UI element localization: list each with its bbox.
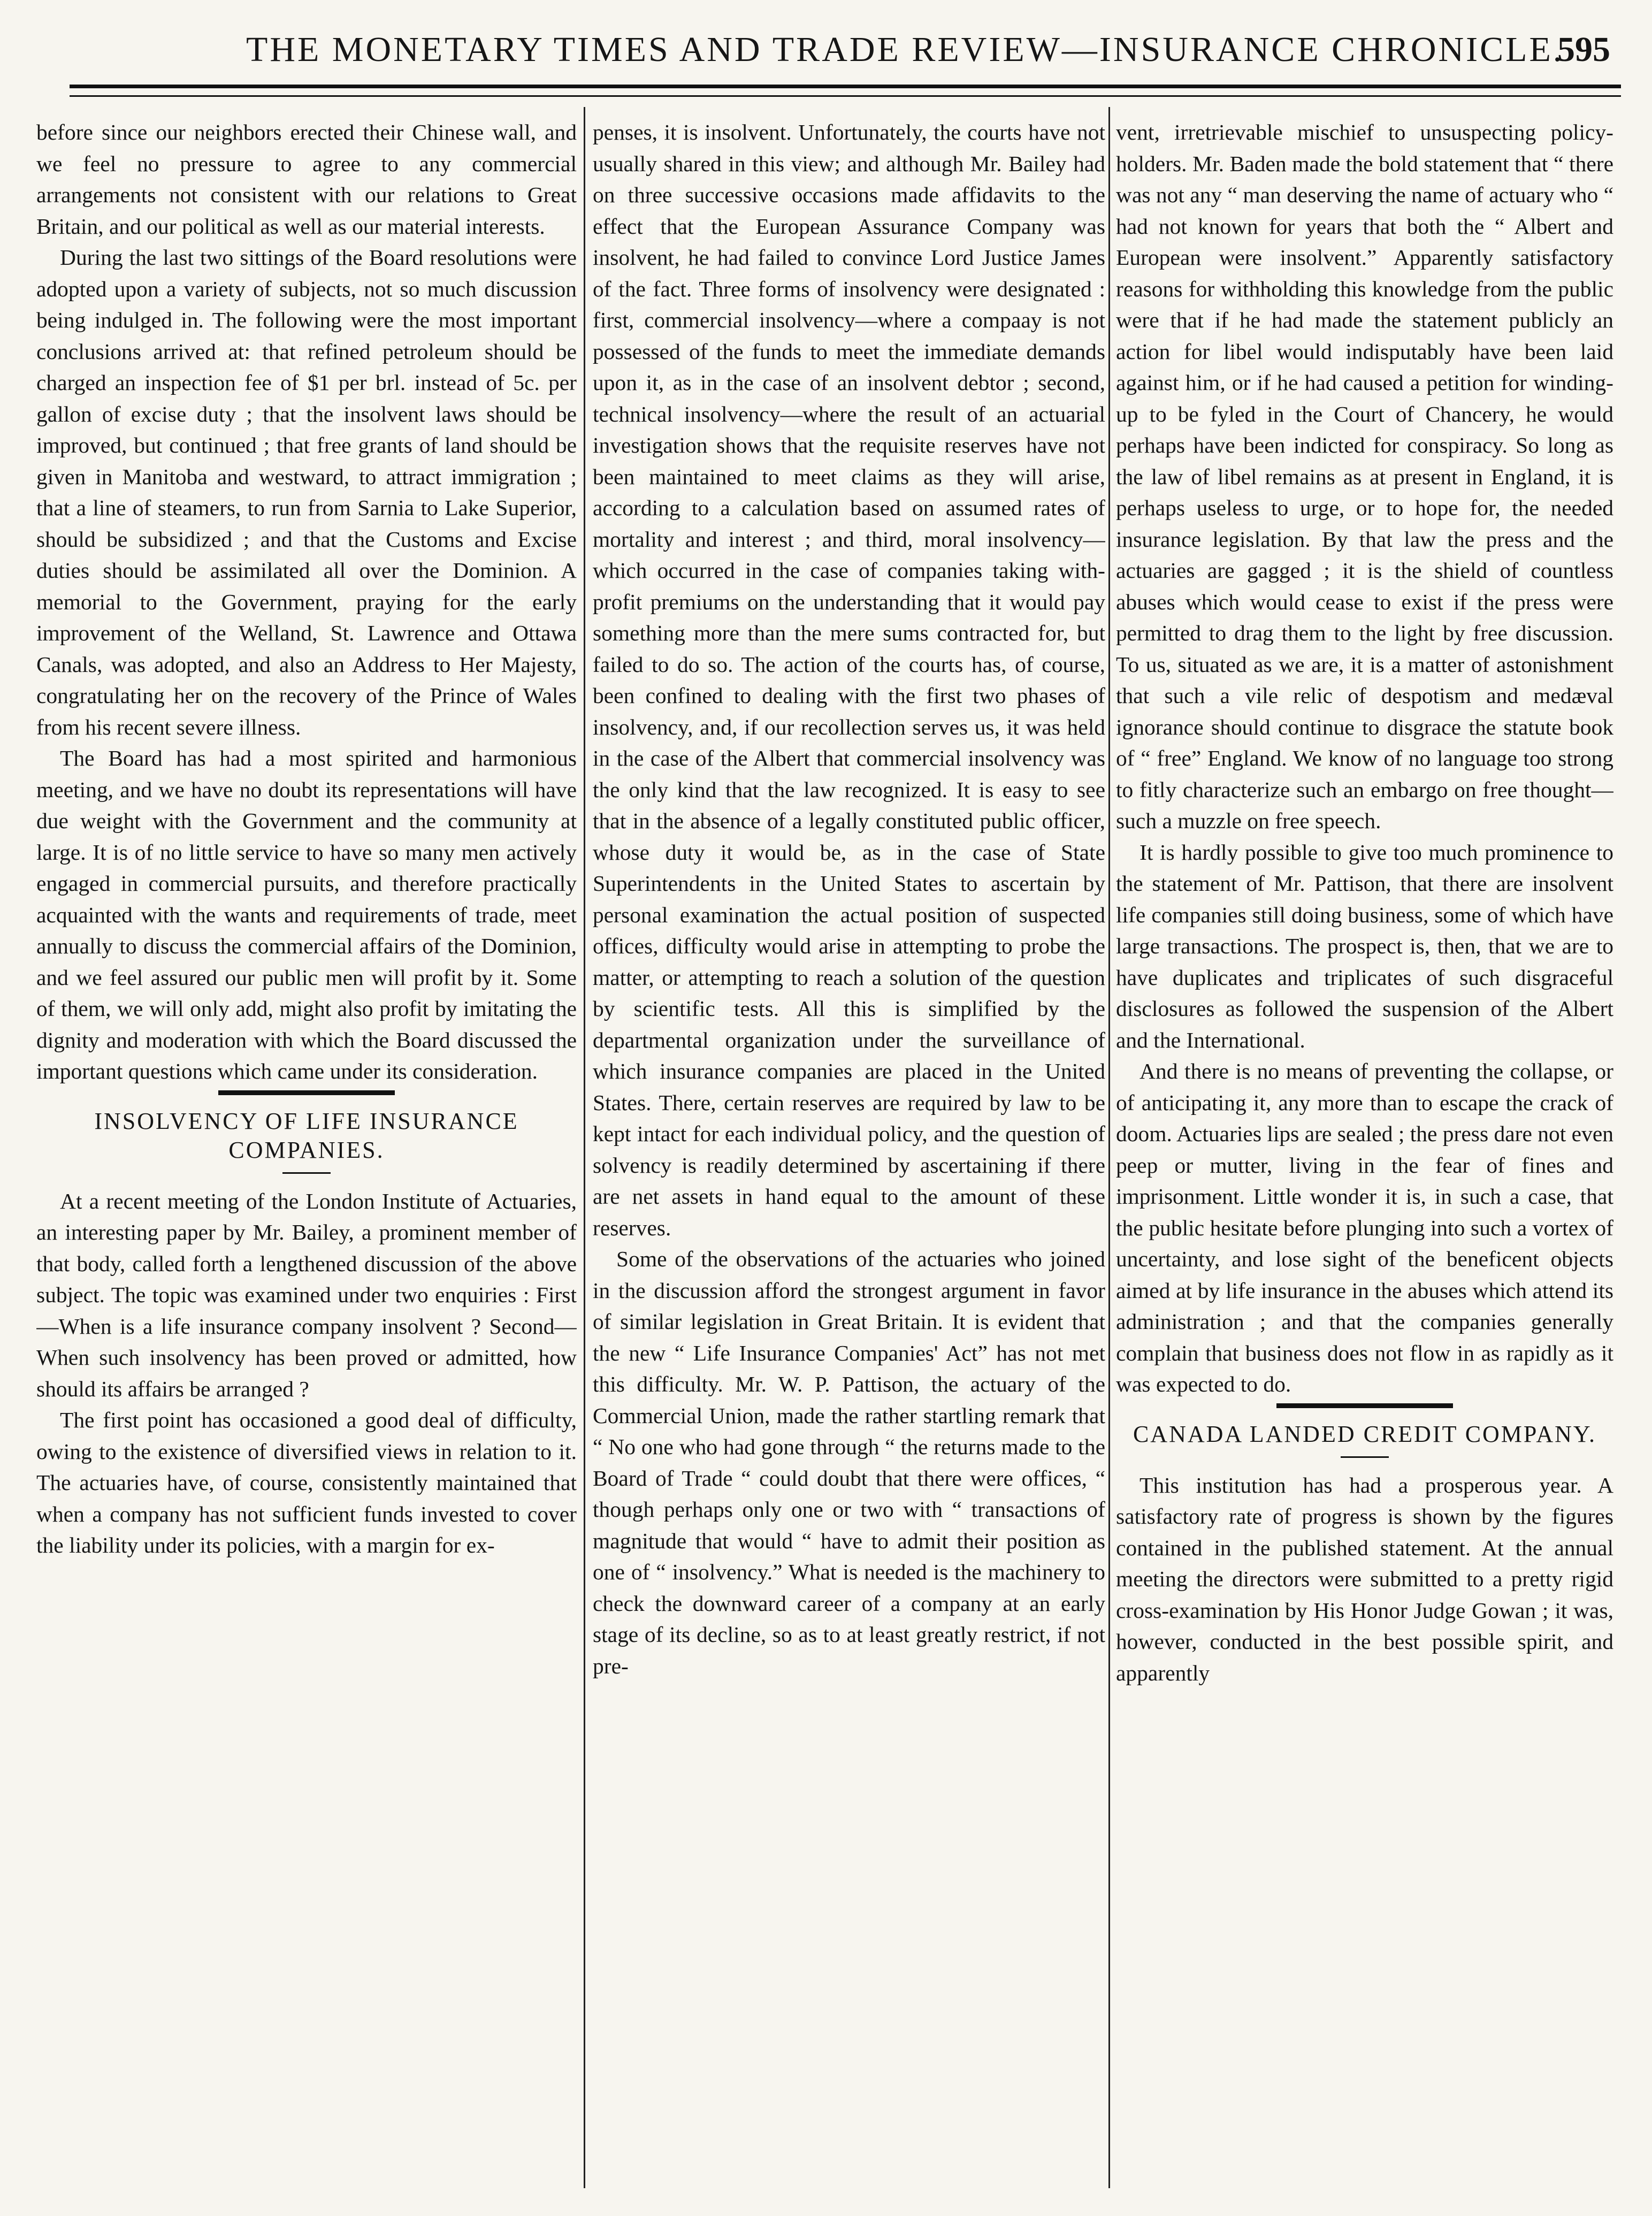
paragraph: This institution has had a prosperous year. A satisfactory rate of progress is shown by the figures contained in the published statement. At the annual meeting the directors were submitted to a pretty rigid cross-examination by His Honor Judge Gowan ; it was, however, conducted in the best possible spirit, and apparently — [1116, 1472, 1613, 1685]
paragraph: vent, irretrievable mischief to unsuspecting policy-holders. Mr. Baden made the bold statement that “ there was not any “ man deserving the name of actuary who “ had not known for years that both the “ Albert and European were insolvent.” Apparently satisfactory reasons for withholding this knowledge from the public were that if he had made the statement publicly an action for libel would indisputably have been laid against him, or if he had caused a petition for winding-up to be fyled in the Court of Chancery, he would perhaps have been indicted for conspiracy. So long as the law of libel remains as at present in England, it is perhaps useless to urge, or to hope for, the needed insurance legislation. By that law the press and the actuaries are gagged ; it is the shield of countless abuses which would cease to exist if the press were permitted to drag them to the light by free discussion. To us, situated as we are, it is a matter of astonishment that such a vile relic of despotism and medæval ignorance should continue to disgrace the statute book of “ free” England. We know of no language too strong to fitly characterize such an embargo on free thought—such a muzzle on free speech. — [1116, 120, 1613, 833]
heading-rule — [282, 1172, 331, 1174]
paragraph: During the last two sittings of the Board resolutions were adopted upon a variety of subjects, not so much discussion being indulged in. The following were the most important conclusions arrived at: that refined petroleum should be charged an inspection fee of $1 per brl. instead of 5c. per gallon of excise duty ; that the insolvent laws should be improved, but continued ; that free grants of land should be given in Manitoba and westward, to attract immigration ; that a line of steamers, to run from Sarnia to Lake Superior, should be subsidized ; and that the Customs and Excise duties should be assimilated all over the Dominion. A memorial to the Government, praying for the early improvement of the Welland, St. Lawrence and Ottawa Canals, was adopted, and also an Address to Her Majesty, congratulating her on the recovery of the Prince of Wales from his recent severe illness. — [36, 245, 577, 739]
masthead-rule-thick — [70, 85, 1621, 88]
paragraph: The first point has occasioned a good deal of difficulty, owing to the existence of diversified views in relation to it. The actuaries have, of course, consistently maintained that when a company has not sufficient funds invested to cover the liability under its policies, with a margin for ex- — [36, 1408, 577, 1557]
paragraph: It is hardly possible to give too much prominence to the statement of Mr. Pattison, that there are insolvent life companies still doing business, some of which have large transactions. The prospect is, then, that we are to have duplicates and triplicates of such disgraceful disclosures as followed the suspension of the Albert and the International. — [1116, 839, 1613, 1052]
paragraph: Some of the observations of the actuaries who joined in the discussion afford the strongest argument in favor of similar legislation in Great Britain. It is evident that the new “ Life Insurance Companies' Act” has not met this difficulty. Mr. W. P. Pattison, the actuary of the Commercial Union, made the rather startling remark that “ No one who had gone through “ the returns made to the Board of Trade “ could doubt that there were offices, “ though perhaps only one or two with “ transactions of magnitude that would “ have to admit their position as one of “ insolvency.” What is needed is the machinery to check the downward career of a company at an early stage of its decline, so as to at least greatly restrict, if not pre- — [593, 1247, 1105, 1678]
paragraph: At a recent meeting of the London Institute of Actuaries, an interesting paper by Mr. Bailey, a prominent member of that body, called forth a lengthened discussion of the above subject. The topic was examined under two enquiries : First—When is a life insurance company insolvent ? Second—When such insolvency has been proved or admitted, how should its affairs be arranged ? — [36, 1188, 577, 1401]
section-rule — [1276, 1403, 1453, 1408]
paragraph: The Board has had a most spirited and harmonious meeting, and we have no doubt its representations will have due weight with the Government and the community at large. It is of no little service to have so many men actively engaged in commercial pursuits, and therefore practically acquainted with the wants and requirements of trade, meet annually to discuss the commercial affairs of the Dominion, and we feel assured our public men will profit by it. Some of them, we will only add, might also profit by imitating the dignity and moderation with which the Board discussed the important questions which came under its consideration. — [36, 746, 577, 1083]
page-number: 595 — [1557, 30, 1610, 69]
article-heading: INSOLVENCY OF LIFE INSURANCE COMPANIES. — [94, 1107, 519, 1163]
column-2 — [593, 117, 1105, 2187]
column-3 — [1116, 117, 1613, 2187]
paragraph: And there is no means of preventing the collapse, or of anticipating it, any more than to escape the crack of doom. Actuaries lips are sealed ; the press dare not even peep or mutter, living in the fear of fines and imprisonment. Little wonder it is, in such a case, that the public hesitate before plunging into such a vortex of uncertainty, and lose sight of the beneficent objects aimed at by life insurance in the abuses which attend its administration ; and that the companies generally complain that business does not flow in as rapidly as it was expected to do. — [1116, 1059, 1613, 1396]
article-heading: CANADA LANDED CREDIT COMPANY. — [1133, 1420, 1597, 1447]
paragraph: penses, it is insolvent. Unfortunately, the courts have not usually shared in this view; and although Mr. Bailey had on three successive occasions made affidavits to the effect that the European Assurance Company was insolvent, he had failed to convince Lord Justice James of the fact. Three forms of insolvency were designated : first, commercial insolvency—where a compaay is not possessed of the funds to meet the immediate demands upon it, as in the case of an insolvent debtor ; second, technical insolvency—where the result of an actuarial investigation shows that the requisite reserves have not been maintained to meet claims as they will arise, according to a calculation based on assumed rates of mortality and interest ; and third, moral insolvency—which occurred in the case of companies taking with-profit premiums on the understanding that it would pay something more than the mere sums contracted for, but failed to do so. The action of the courts has, of course, been confined to dealing with the first two phases of insolvency, and, if our recollection serves us, it was held in the case of the Albert that commercial insolvency was the only kind that the law recognized. It is easy to see that in the absence of a legally constituted public officer, whose duty it would be, as in the case of State Superintendents in the United States to ascertain by personal examination the actual position of suspected offices, difficulty would arise in attempting to probe the matter, or attempting to reach a solution of the question by scientific tests. All this is simplified by the departmental organization under the surveillance of which insurance companies are placed in the United States. There, certain reserves are required by law to be kept intact for each individual policy, and the question of solvency is readily determined by ascertaining if there are net assets in hand equal to the amount of these reserves. — [593, 120, 1105, 1240]
masthead-rule-thin — [70, 95, 1621, 97]
heading-rule — [1341, 1456, 1389, 1458]
page-title: THE MONETARY TIMES AND TRADE REVIEW—INSURANCE CHRONICLE. — [246, 30, 1564, 69]
masthead — [70, 29, 1621, 83]
section-rule — [218, 1090, 395, 1095]
paragraph: before since our neighbors erected their Chinese wall, and we feel no pressure to agree to any commercial arrangements not consistent with our relations to Great Britain, and our political as well as our material interests. — [36, 120, 577, 239]
column-divider — [584, 107, 585, 2188]
column-divider — [1108, 107, 1110, 2188]
column-1 — [36, 117, 577, 2187]
